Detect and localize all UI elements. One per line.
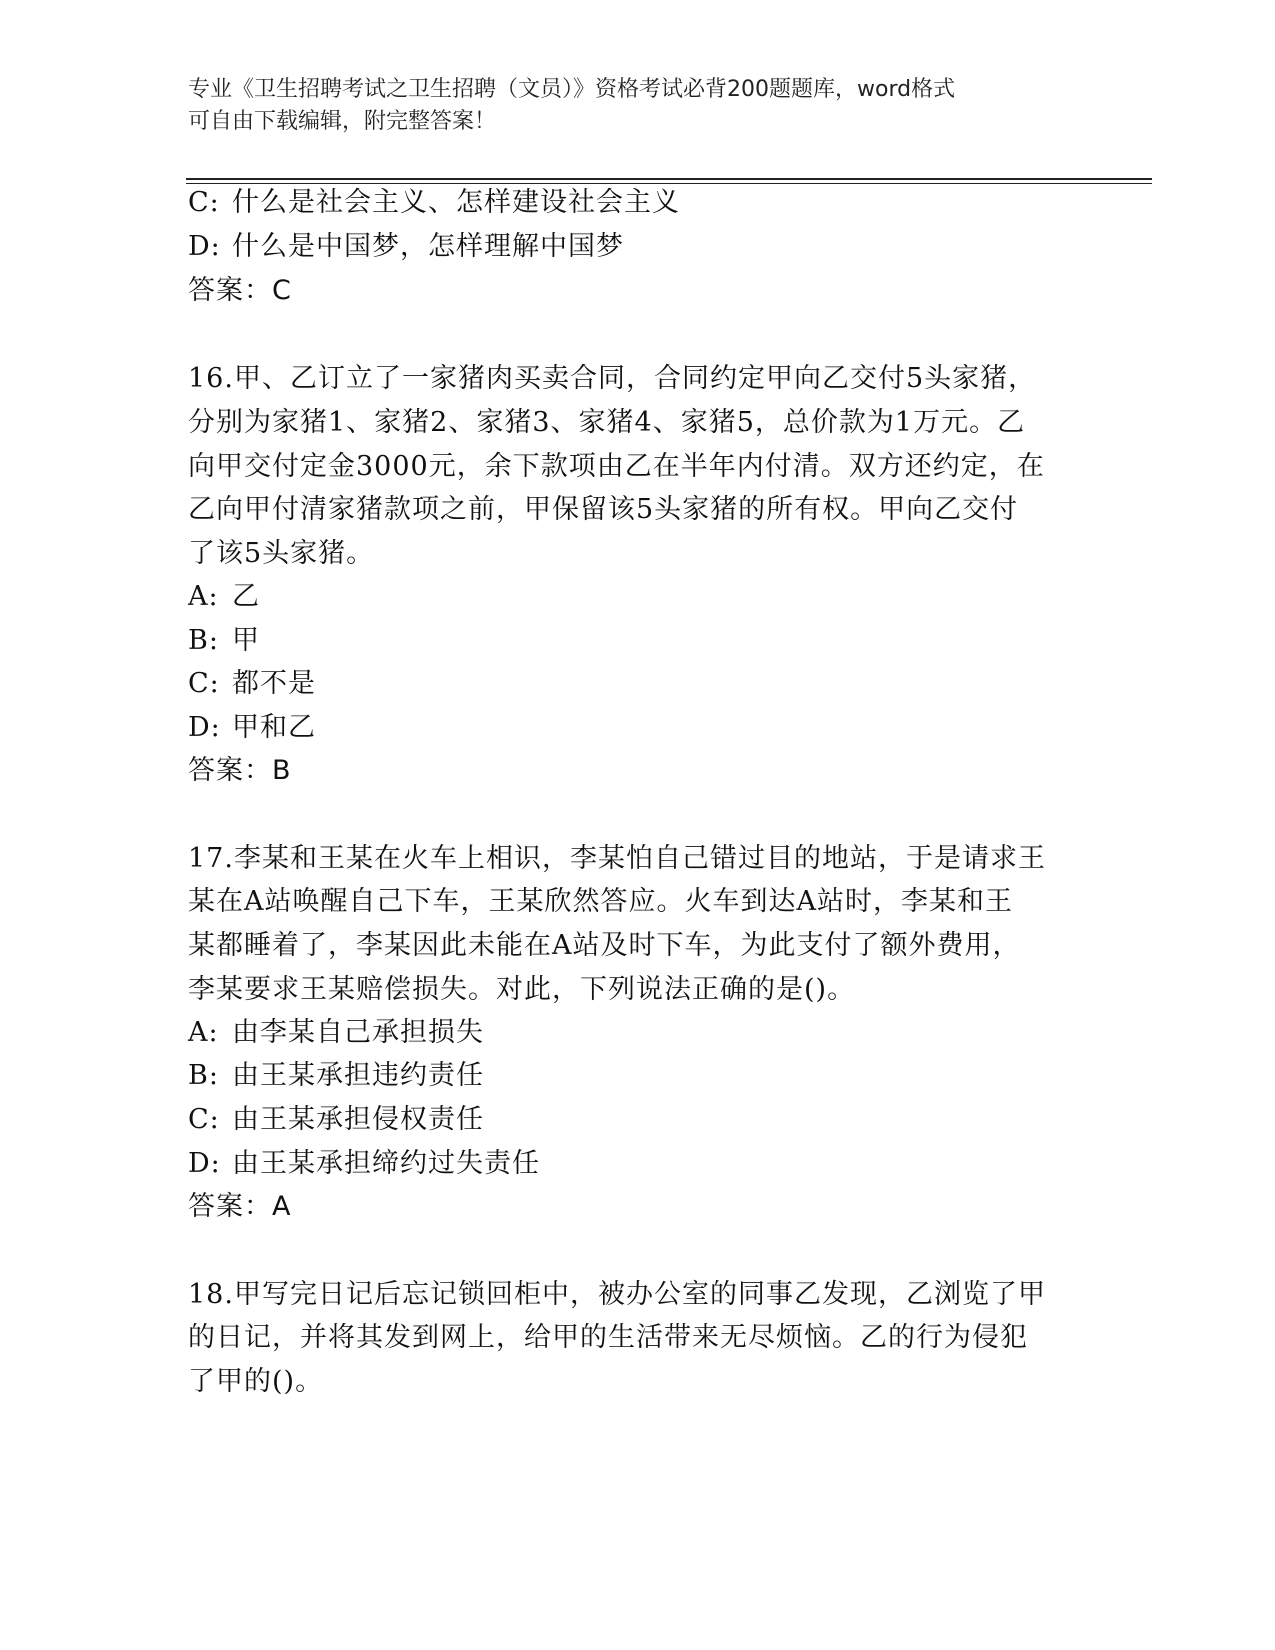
option-key: A: <box>188 581 219 612</box>
option-d <box>188 229 624 265</box>
document-header <box>188 74 1068 138</box>
question-17-line-1: 17.李某和王某在火车上相识，李某怕自己错过目的地站，于是请求王 <box>188 843 1046 874</box>
option-c <box>188 185 680 221</box>
question-16-line-4: 乙向甲付清家猪款项之前，甲保留该5头家猪的所有权。甲向乙交付 <box>188 494 1019 525</box>
answer-line: 答案：B <box>188 755 292 786</box>
question-17-line-4: 李某要求王某赔偿损失。对此，下列说法正确的是()。 <box>188 974 856 1005</box>
option-c <box>188 666 316 702</box>
option-b <box>188 1058 484 1094</box>
question-17-line-3: 某都睡着了，李某因此未能在A站及时下车，为此支付了额外费用， <box>188 930 1021 961</box>
option-text: 什么是社会主义、怎样建设社会主义 <box>232 187 680 218</box>
option-key: A: <box>188 1017 219 1048</box>
option-text: 什么是中国梦，怎样理解中国梦 <box>232 231 624 262</box>
header-title-line-2: 可自由下载编辑，附完整答案！ <box>188 109 497 134</box>
option-key: B: <box>188 625 219 656</box>
option-text: 乙 <box>232 581 260 612</box>
option-a <box>188 1015 484 1051</box>
header-divider <box>186 178 1152 184</box>
option-key: D: <box>188 1148 221 1179</box>
option-key: D: <box>188 712 221 743</box>
question-16-line-3: 向甲交付定金3000元，余下款项由乙在半年内付清。双方还约定，在 <box>188 451 1045 482</box>
option-text: 由李某自己承担损失 <box>232 1017 484 1048</box>
option-d <box>188 710 316 746</box>
option-key: C: <box>188 668 220 699</box>
option-text: 由王某承担违约责任 <box>232 1060 484 1091</box>
header-title-line-1: 专业《卫生招聘考试之卫生招聘（文员）》资格考试必背200题题库，word格式 <box>188 77 956 102</box>
question-18-line-2: 的日记，并将其发到网上，给甲的生活带来无尽烦恼。乙的行为侵犯 <box>188 1322 1028 1353</box>
option-text: 甲 <box>232 625 260 656</box>
option-c <box>188 1102 484 1138</box>
answer-line: 答案：C <box>188 275 292 306</box>
option-key: C: <box>188 1104 220 1135</box>
option-text: 甲和乙 <box>232 712 316 743</box>
option-d <box>188 1146 540 1182</box>
question-16-line-2: 分别为家猪1、家猪2、家猪3、家猪4、家猪5，总价款为1万元。乙 <box>188 407 1026 438</box>
question-18-line-3: 了甲的()。 <box>188 1366 324 1397</box>
option-key: B: <box>188 1060 219 1091</box>
option-key: C: <box>188 187 220 218</box>
answer-line: 答案：A <box>188 1191 292 1222</box>
option-a <box>188 579 260 615</box>
option-text: 都不是 <box>232 668 316 699</box>
question-16-line-5: 了该5头家猪。 <box>188 538 375 569</box>
option-text: 由王某承担侵权责任 <box>232 1104 484 1135</box>
question-17-line-2: 某在A站唤醒自己下车，王某欣然答应。火车到达A站时，李某和王 <box>188 886 1013 917</box>
question-16-line-1: 16.甲、乙订立了一家猪肉买卖合同，合同约定甲向乙交付5头家猪， <box>188 363 1037 394</box>
option-text: 由王某承担缔约过失责任 <box>232 1148 540 1179</box>
option-key: D: <box>188 231 221 262</box>
option-b <box>188 623 260 659</box>
question-18-line-1: 18.甲写完日记后忘记锁回柜中，被办公室的同事乙发现，乙浏览了甲 <box>188 1279 1046 1310</box>
